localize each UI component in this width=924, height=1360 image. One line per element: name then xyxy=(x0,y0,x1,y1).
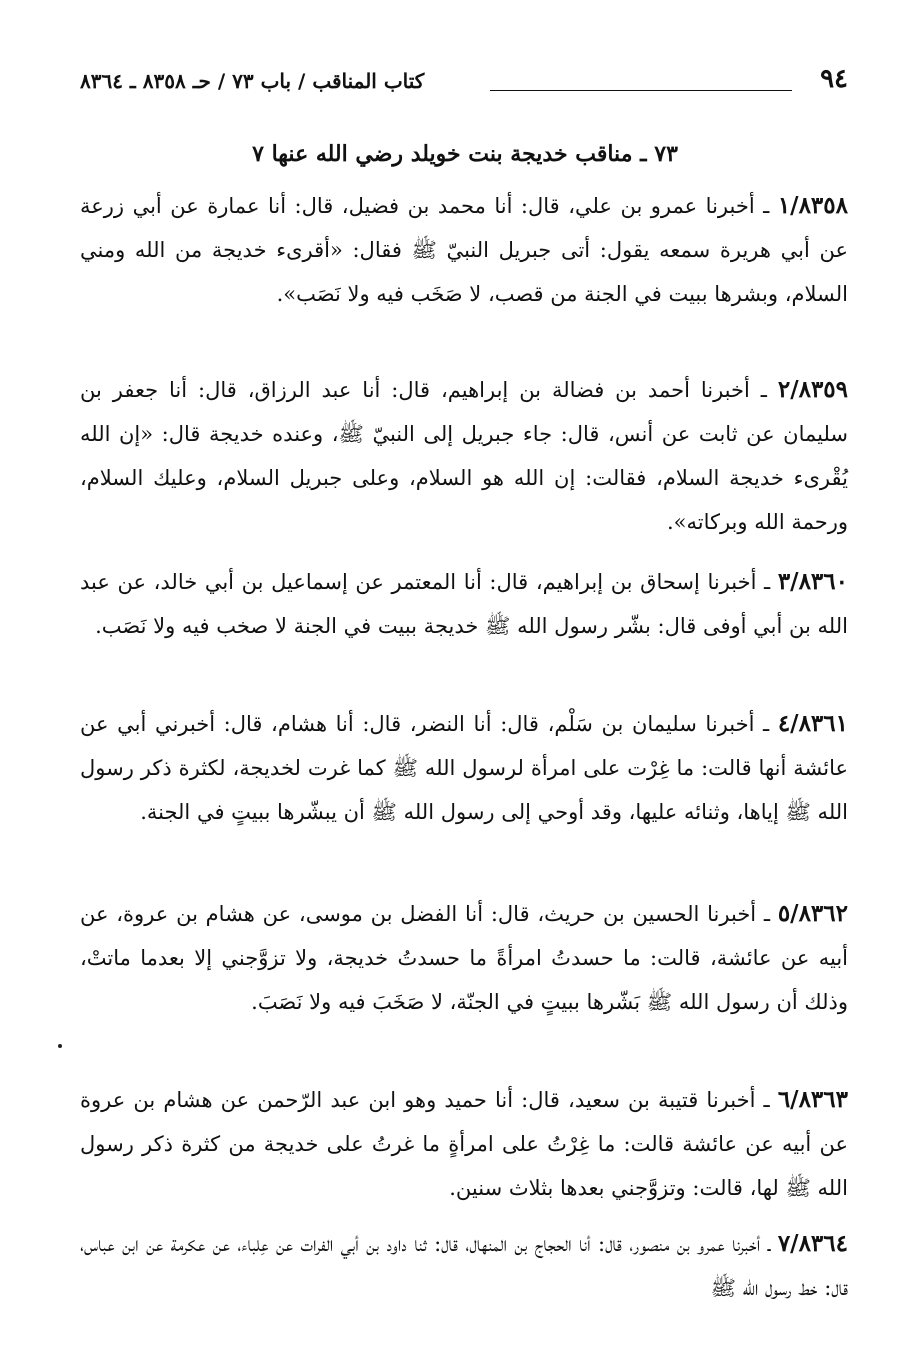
hadith-number: ٤/٨٣٦١ xyxy=(777,710,848,737)
page-number: ٩٤ xyxy=(820,64,848,94)
chapter-title: ٧٣ ـ مناقب خديجة بنت خويلد رضي الله عنها ٧ xyxy=(252,141,678,167)
hadith-8360 xyxy=(80,560,848,648)
running-title: كتاب المناقب / باب ٧٣ / حـ ٨٣٥٨ ـ ٨٣٦٤ xyxy=(80,69,425,93)
hadith-text: ـ أخبرنا قتيبة بن سعيد، قال: أنا حميد وهو ابن عبد الرّحمن عن هشام بن عروة عن أبيه عن عائشة قالت: ما غِرْتُ على امرأةٍ ما غرتُ على خديجة من كثرة ذكر رسول الله ﷺ لها، قالت: وتزوَّجني بعدها بثلاث سنين. xyxy=(80,1088,848,1200)
hadith-8363 xyxy=(80,1078,848,1210)
running-header xyxy=(80,62,848,102)
hadith-text: ـ أخبرنا عمرو بن علي، قال: أنا محمد بن فضيل، قال: أنا عمارة عن أبي زرعة عن أبي هريرة سمعه يقول: أتى جبريل النبيّ ﷺ فقال: «أقرىء خديجة من الله ومني السلام، وبشرها ببيت في الجنة من قصب، لا صَخَب فيه ولا نَصَب». xyxy=(80,194,848,306)
hadith-number: ٣/٨٣٦٠ xyxy=(777,568,848,595)
hadith-text: ـ أخبرنا إسحاق بن إبراهيم، قال: أنا المعتمر عن إسماعيل بن أبي خالد، عن عبد الله بن أبي أوفى قال: بشّر رسول الله ﷺ خديجة ببيت في الجنة لا صخب فيه ولا نَصَب. xyxy=(80,570,848,638)
hadith-text: ـ أخبرنا عمرو بن منصور، قال: أنا الحجاج بن المنهال، قال: ثنا داود بن أبي الفرات عن عِلباء، عن عكرمة عن ابن عباس، قال: خط رسول الله ﷺ xyxy=(80,1232,848,1300)
hadith-text: ـ أخبرنا سليمان بن سَلْم، قال: أنا النضر، قال: أنا هشام، قال: أخبرني أبي عن عائشة أنها قالت: ما غِرْت على امرأة لرسول الله ﷺ كما غرت لخديجة، لكثرة ذكر رسول الله ﷺ إياها، وثنائه عليها، وقد أوحي إلى رسول الله ﷺ أن يبشّرها ببيتٍ في الجنة. xyxy=(80,712,848,824)
hadith-text: ـ أخبرنا أحمد بن فضالة بن إبراهيم، قال: أنا عبد الرزاق، قال: أنا جعفر بن سليمان عن ثابت عن أنس، قال: جاء جبريل إلى النبيّ ﷺ، وعنده خديجة قال: «إن الله يُقْرىء خديجة السلام، فقالت: إن الله هو السلام، وعلى جبريل السلام، وعليك السلام، ورحمة الله وبركاته». xyxy=(80,378,848,534)
hadith-number: ٧/٨٣٦٤ xyxy=(777,1230,848,1257)
hadith-8364 xyxy=(80,1222,848,1310)
hadith-number: ١/٨٣٥٨ xyxy=(777,192,848,219)
margin-dot xyxy=(58,1044,62,1048)
hadith-8358 xyxy=(80,184,848,316)
hadith-number: ٦/٨٣٦٣ xyxy=(777,1086,848,1113)
hadith-number: ٢/٨٣٥٩ xyxy=(777,376,849,403)
hadith-8359 xyxy=(80,368,848,544)
hadith-number: ٥/٨٣٦٢ xyxy=(777,900,848,927)
header-rule xyxy=(490,90,792,91)
hadith-text: ـ أخبرنا الحسين بن حريث، قال: أنا الفضل بن موسى، عن هشام بن عروة، عن أبيه عن عائشة، قالت: ما حسدتُ امرأةً ما حسدتُ خديجة، ولا تزوَّجني إلا بعدما ماتتْ، وذلك أن رسول الله ﷺ بَشّرها ببيتٍ في الجنّة، لا صَخَبَ فيه ولا نَصَبَ. xyxy=(80,902,848,1014)
hadith-8362 xyxy=(80,892,848,1024)
hadith-8361 xyxy=(80,702,848,834)
